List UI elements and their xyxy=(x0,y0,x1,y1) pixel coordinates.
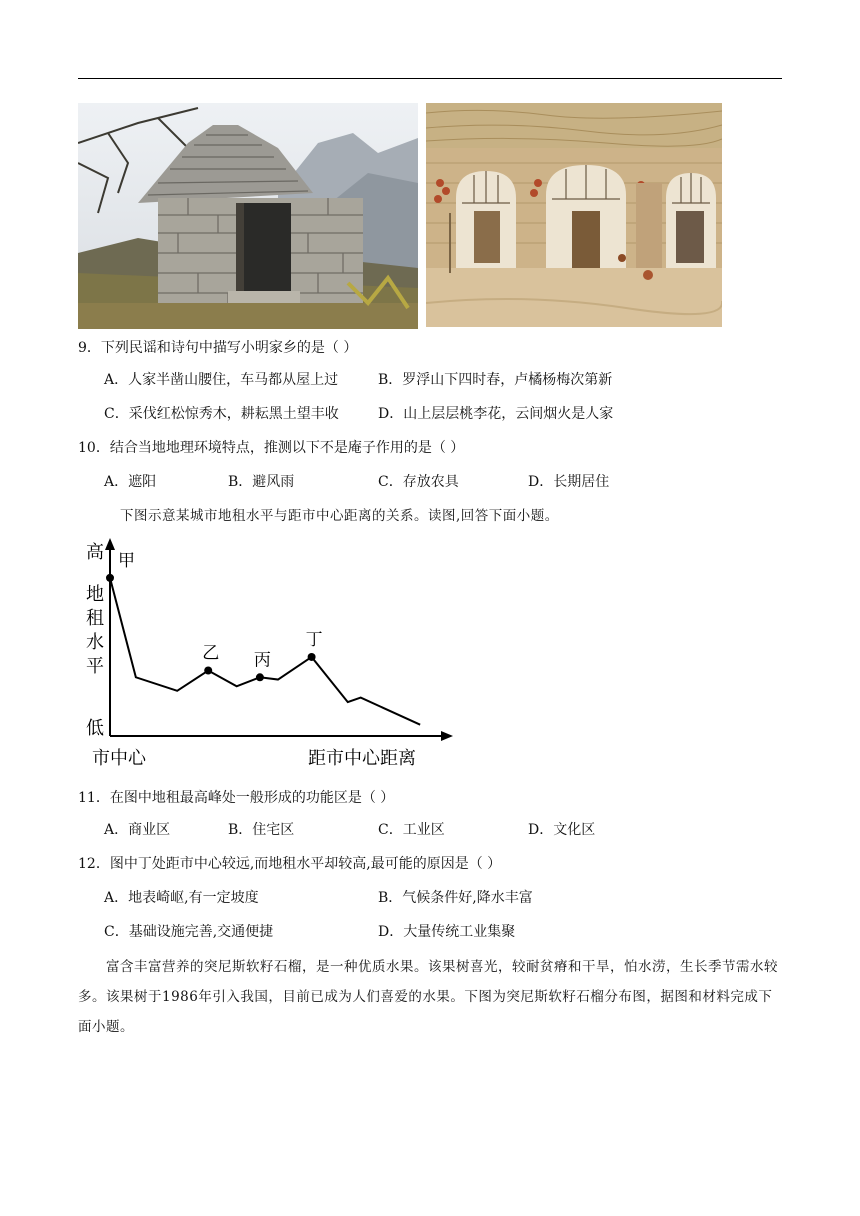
question-11-option-a[interactable]: A．商业区 xyxy=(104,822,171,838)
question-9-option-a[interactable]: A．人家半凿山腰住，车马都从屋上过 xyxy=(104,372,339,388)
x-axis-origin-label: 市中心 xyxy=(92,748,146,769)
y-axis-title: 地租水平 xyxy=(86,584,104,677)
y-axis-arrow xyxy=(105,538,115,550)
question-10-option-a[interactable]: A．遮阳 xyxy=(104,474,157,490)
question-11-option-d[interactable]: D．文化区 xyxy=(528,822,596,838)
y-axis-top-label: 高 xyxy=(86,542,104,563)
rent-chart xyxy=(78,536,458,774)
question-12-option-b[interactable]: B．气候条件好,降水丰富 xyxy=(378,890,533,906)
point-label-3: 丙 xyxy=(253,650,271,671)
question-10-stem: 10．结合当地地理环境特点，推测以下不是庵子作用的是（ ） xyxy=(78,440,465,456)
question-9-stem: 9．下列民谣和诗句中描写小明家乡的是（ ） xyxy=(78,340,358,356)
header-rule xyxy=(78,78,782,79)
cave-dwelling-photo xyxy=(426,103,722,327)
question-9-option-c[interactable]: C．采伐红松惊秀木，耕耘黑土望丰收 xyxy=(104,406,339,422)
point-label-1: 甲 xyxy=(118,550,135,571)
point-1 xyxy=(106,574,114,582)
question-10-option-d[interactable]: D．长期居住 xyxy=(528,474,610,490)
question-11-stem: 11．在图中地租最高峰处一般形成的功能区是（ ） xyxy=(78,790,395,806)
question-10-option-b[interactable]: B．避风雨 xyxy=(228,474,295,490)
point-3 xyxy=(256,673,264,681)
x-axis-arrow xyxy=(441,731,453,741)
x-axis-title: 距市中心距离 xyxy=(308,748,416,769)
pomegranate-intro xyxy=(78,952,782,1042)
point-label-4: 丁 xyxy=(305,629,323,650)
rent-chart-intro: 下图示意某城市地租水平与距市中心距离的关系。读图,回答下面小题。 xyxy=(120,508,559,524)
question-12-option-c[interactable]: C．基础设施完善,交通便捷 xyxy=(104,924,274,940)
y-axis-bottom-label: 低 xyxy=(86,718,104,739)
question-10-option-c[interactable]: C．存放农具 xyxy=(378,474,459,490)
question-12-stem: 12．图中丁处距市中心较远,而地租水平却较高,最可能的原因是（ ） xyxy=(78,856,502,872)
point-4 xyxy=(308,653,316,661)
question-11-option-c[interactable]: C．工业区 xyxy=(378,822,445,838)
question-12-option-d[interactable]: D．大量传统工业集聚 xyxy=(378,924,516,940)
question-11-option-b[interactable]: B．住宅区 xyxy=(228,822,295,838)
point-label-2: 乙 xyxy=(202,643,220,664)
stone-hut-photo xyxy=(78,103,418,329)
question-9-option-b[interactable]: B．罗浮山下四时春，卢橘杨梅次第新 xyxy=(378,372,613,388)
question-9-option-d[interactable]: D．山上层层桃李花，云间烟火是人家 xyxy=(378,406,614,422)
pomegranate-intro-text: 富含丰富营养的突尼斯软籽石榴，是一种优质水果。该果树喜光，较耐贫瘠和干旱，怕水涝，生长季节需水较多。该果树于1986年引入我国，目前已成为人们喜爱的水果。下图为突尼斯软籽石榴分布图，据图和材料完成下面小题。 xyxy=(78,959,778,1035)
point-2 xyxy=(204,666,212,674)
question-12-option-a[interactable]: A．地表崎岖,有一定坡度 xyxy=(104,890,259,906)
